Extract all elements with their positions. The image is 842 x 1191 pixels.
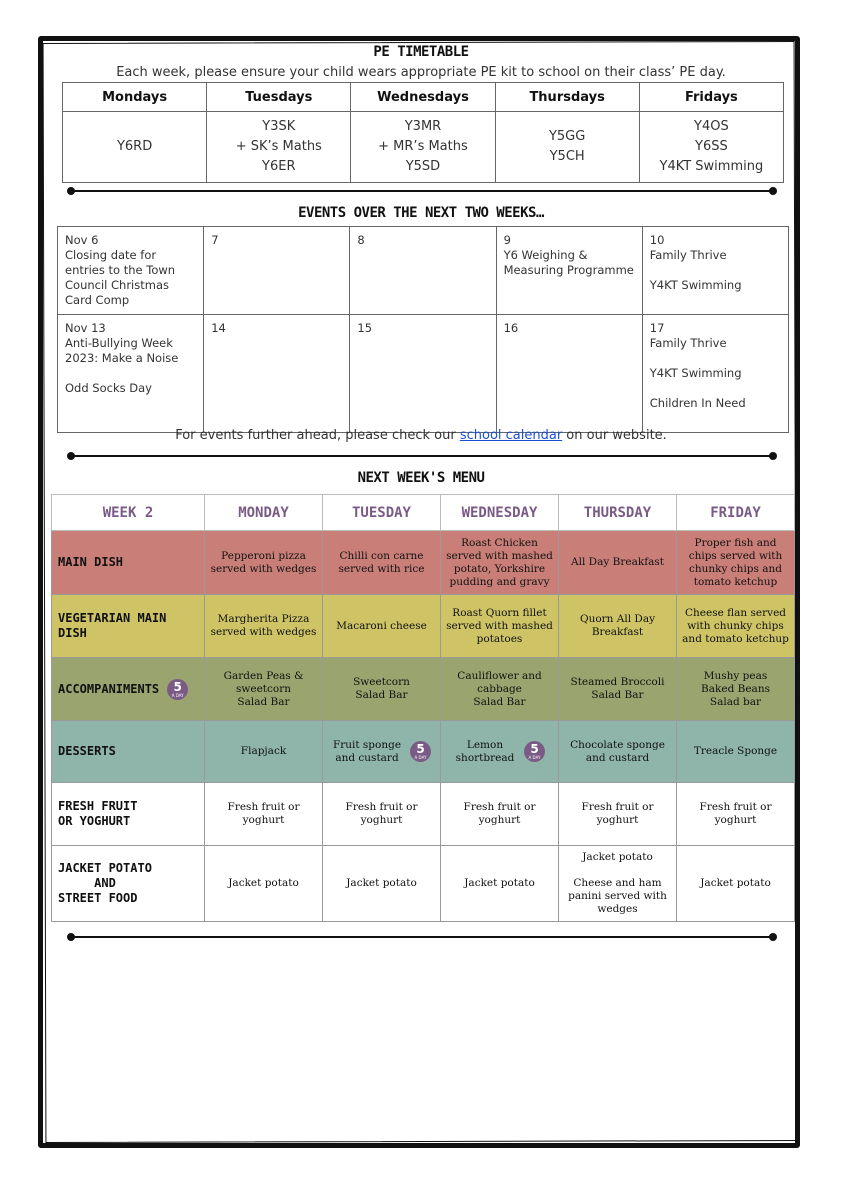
event-date: 8 xyxy=(357,233,365,247)
event-day-cell xyxy=(204,227,350,315)
school-calendar-link[interactable]: school calendar xyxy=(459,428,563,443)
event-date: 17 xyxy=(649,321,665,335)
event-item: Y6 Weighing & Measuring Programme xyxy=(503,248,634,277)
menu-row-desserts xyxy=(52,721,795,783)
menu-row-label: VEGETARIAN MAIN DISH xyxy=(52,595,205,658)
event-date: 16 xyxy=(503,321,519,335)
menu-cell: Fresh fruit or yoghurt xyxy=(559,783,677,846)
events-footer-before: For events further ahead, please check our xyxy=(175,428,460,443)
menu-row-accompaniments xyxy=(52,658,795,721)
event-day-cell xyxy=(496,315,642,433)
event-item: Y4KT Swimming xyxy=(649,366,742,380)
event-day-cell xyxy=(58,315,204,433)
event-day-cell xyxy=(496,227,642,315)
event-day-cell xyxy=(204,315,350,433)
event-day-cell xyxy=(642,227,788,315)
pe-day-tuesday: Tuesdays xyxy=(207,83,351,112)
event-day-cell xyxy=(350,227,496,315)
menu-cell: Pepperoni pizza served with wedges xyxy=(205,531,323,595)
pe-class: + SK’s Maths xyxy=(235,139,322,154)
events-calendar-table xyxy=(57,226,789,433)
menu-cell-text: Lemon shortbread xyxy=(455,738,515,764)
menu-cell: Chocolate sponge and custard xyxy=(559,721,677,783)
menu-cell: Jacket potato xyxy=(677,846,795,922)
pe-day-thursday: Thursdays xyxy=(495,83,639,112)
menu-row-label: ACCOMPANIMENTS xyxy=(58,681,160,696)
menu-cell: Proper fish and chips served with chunky chips and tomato ketchup xyxy=(677,531,795,595)
menu-row-label: MAIN DISH xyxy=(52,531,205,595)
pe-class: Y5SD xyxy=(405,159,441,174)
events-footer-note xyxy=(0,428,842,443)
menu-cell-with-badge xyxy=(441,721,559,783)
menu-day-tuesday: TUESDAY xyxy=(323,495,441,531)
menu-cell: Roast Chicken served with mashed potato, Yorkshire pudding and gravy xyxy=(441,531,559,595)
menu-cell: Mushy peas Baked Beans Salad bar xyxy=(677,658,795,721)
menu-cell: Cheese flan served with chunky chips and tomato ketchup xyxy=(677,595,795,658)
section-divider xyxy=(70,190,774,192)
events-week-1 xyxy=(58,227,789,315)
menu-row-label: DESSERTS xyxy=(52,721,205,783)
pe-classes-thursday xyxy=(495,112,639,183)
pe-day-monday: Mondays xyxy=(63,83,207,112)
menu-row-label: JACKET POTATO AND STREET FOOD xyxy=(52,846,205,922)
events-footer-after: on our website. xyxy=(562,428,667,443)
pe-timetable-title: PE TIMETABLE xyxy=(373,44,469,60)
event-item: Closing date for entries to the Town Council Christmas Card Comp xyxy=(65,248,176,307)
pe-class: Y5GG xyxy=(548,129,586,144)
menu-header-row xyxy=(52,495,795,531)
event-item: Family Thrive xyxy=(649,336,727,350)
pe-classes-wednesday xyxy=(351,112,495,183)
menu-cell: Jacket potato xyxy=(441,846,559,922)
pe-class: Y4OS xyxy=(694,119,729,134)
menu-cell: Cauliflower and cabbage Salad Bar xyxy=(441,658,559,721)
menu-cell: Macaroni cheese xyxy=(323,595,441,658)
menu-cell: All Day Breakfast xyxy=(559,531,677,595)
menu-row-vegetarian xyxy=(52,595,795,658)
event-date: 10 xyxy=(649,233,665,247)
event-day-cell xyxy=(58,227,204,315)
pe-class: Y6ER xyxy=(262,159,296,174)
event-date: Nov 6 xyxy=(65,233,99,247)
event-date: 7 xyxy=(211,233,219,247)
menu-cell: Sweetcorn Salad Bar xyxy=(323,658,441,721)
five-a-day-icon: 5 A DAY xyxy=(167,679,188,700)
event-item: Family Thrive xyxy=(649,248,727,262)
events-week-2 xyxy=(58,315,789,433)
event-item: Y4KT Swimming xyxy=(649,278,742,292)
event-item: Anti-Bullying Week 2023: Make a Noise xyxy=(65,336,179,365)
pe-classes-friday xyxy=(639,112,783,183)
event-date: 15 xyxy=(357,321,373,335)
menu-cell: Fresh fruit or yoghurt xyxy=(323,783,441,846)
menu-day-thursday: THURSDAY xyxy=(559,495,677,531)
pe-class: Y6SS xyxy=(695,139,728,154)
menu-cell: Steamed Broccoli Salad Bar xyxy=(559,658,677,721)
pe-class: Y3MR xyxy=(404,119,442,134)
pe-classes-tuesday xyxy=(207,112,351,183)
menu-cell: Roast Quorn fillet served with mashed potatoes xyxy=(441,595,559,658)
event-item: Odd Socks Day xyxy=(65,381,152,395)
menu-cell: Chilli con carne served with rice xyxy=(323,531,441,595)
menu-cell: Quorn All Day Breakfast xyxy=(559,595,677,658)
menu-row-jacket-potato xyxy=(52,846,795,922)
pe-class: Y4KT Swimming xyxy=(659,159,764,174)
event-date: Nov 13 xyxy=(65,321,106,335)
menu-cell: Treacle Sponge xyxy=(677,721,795,783)
menu-row-label-cell xyxy=(52,658,205,721)
pe-classes-monday xyxy=(63,112,207,183)
section-divider xyxy=(70,936,774,938)
pe-class: Y3SK xyxy=(262,119,296,134)
pe-header-row xyxy=(63,83,784,112)
pe-day-friday: Fridays xyxy=(639,83,783,112)
five-a-day-icon: 5 A DAY xyxy=(524,741,545,762)
events-title: EVENTS OVER THE NEXT TWO WEEKS… xyxy=(298,205,544,221)
menu-row-label: FRESH FRUIT OR YOGHURT xyxy=(52,783,205,846)
menu-cell: Fresh fruit or yoghurt xyxy=(205,783,323,846)
menu-row-main-dish xyxy=(52,531,795,595)
menu-cell: Margherita Pizza served with wedges xyxy=(205,595,323,658)
pe-class: Y5CH xyxy=(549,149,585,164)
menu-table xyxy=(51,494,795,922)
pe-class: Y6RD xyxy=(116,139,153,154)
pe-classes-row xyxy=(63,112,784,183)
menu-cell: Jacket potato Cheese and ham panini served with wedges xyxy=(559,846,677,922)
menu-cell: Fresh fruit or yoghurt xyxy=(441,783,559,846)
menu-cell: Flapjack xyxy=(205,721,323,783)
menu-cell: Jacket potato xyxy=(323,846,441,922)
menu-cell: Jacket potato xyxy=(205,846,323,922)
menu-row-fruit xyxy=(52,783,795,846)
menu-day-friday: FRIDAY xyxy=(677,495,795,531)
menu-week-label: WEEK 2 xyxy=(52,495,205,531)
menu-cell: Garden Peas & sweetcorn Salad Bar xyxy=(205,658,323,721)
event-day-cell xyxy=(642,315,788,433)
menu-cell-with-badge xyxy=(323,721,441,783)
menu-cell: Fresh fruit or yoghurt xyxy=(677,783,795,846)
event-date: 14 xyxy=(211,321,226,335)
pe-timetable-table xyxy=(62,82,784,183)
pe-day-wednesday: Wednesdays xyxy=(351,83,495,112)
event-item: Children In Need xyxy=(649,396,746,410)
section-divider xyxy=(70,455,774,457)
menu-day-monday: MONDAY xyxy=(205,495,323,531)
five-a-day-icon: 5 A DAY xyxy=(410,741,431,762)
event-day-cell xyxy=(350,315,496,433)
menu-title: NEXT WEEK'S MENU xyxy=(357,470,485,486)
pe-timetable-subtitle: Each week, please ensure your child wears appropriate PE kit to school on their class’ PE day. xyxy=(116,65,726,80)
menu-day-wednesday: WEDNESDAY xyxy=(441,495,559,531)
pe-class: + MR’s Maths xyxy=(378,139,468,154)
event-date: 9 xyxy=(503,233,511,247)
menu-cell-text: Fruit sponge and custard xyxy=(332,738,402,764)
